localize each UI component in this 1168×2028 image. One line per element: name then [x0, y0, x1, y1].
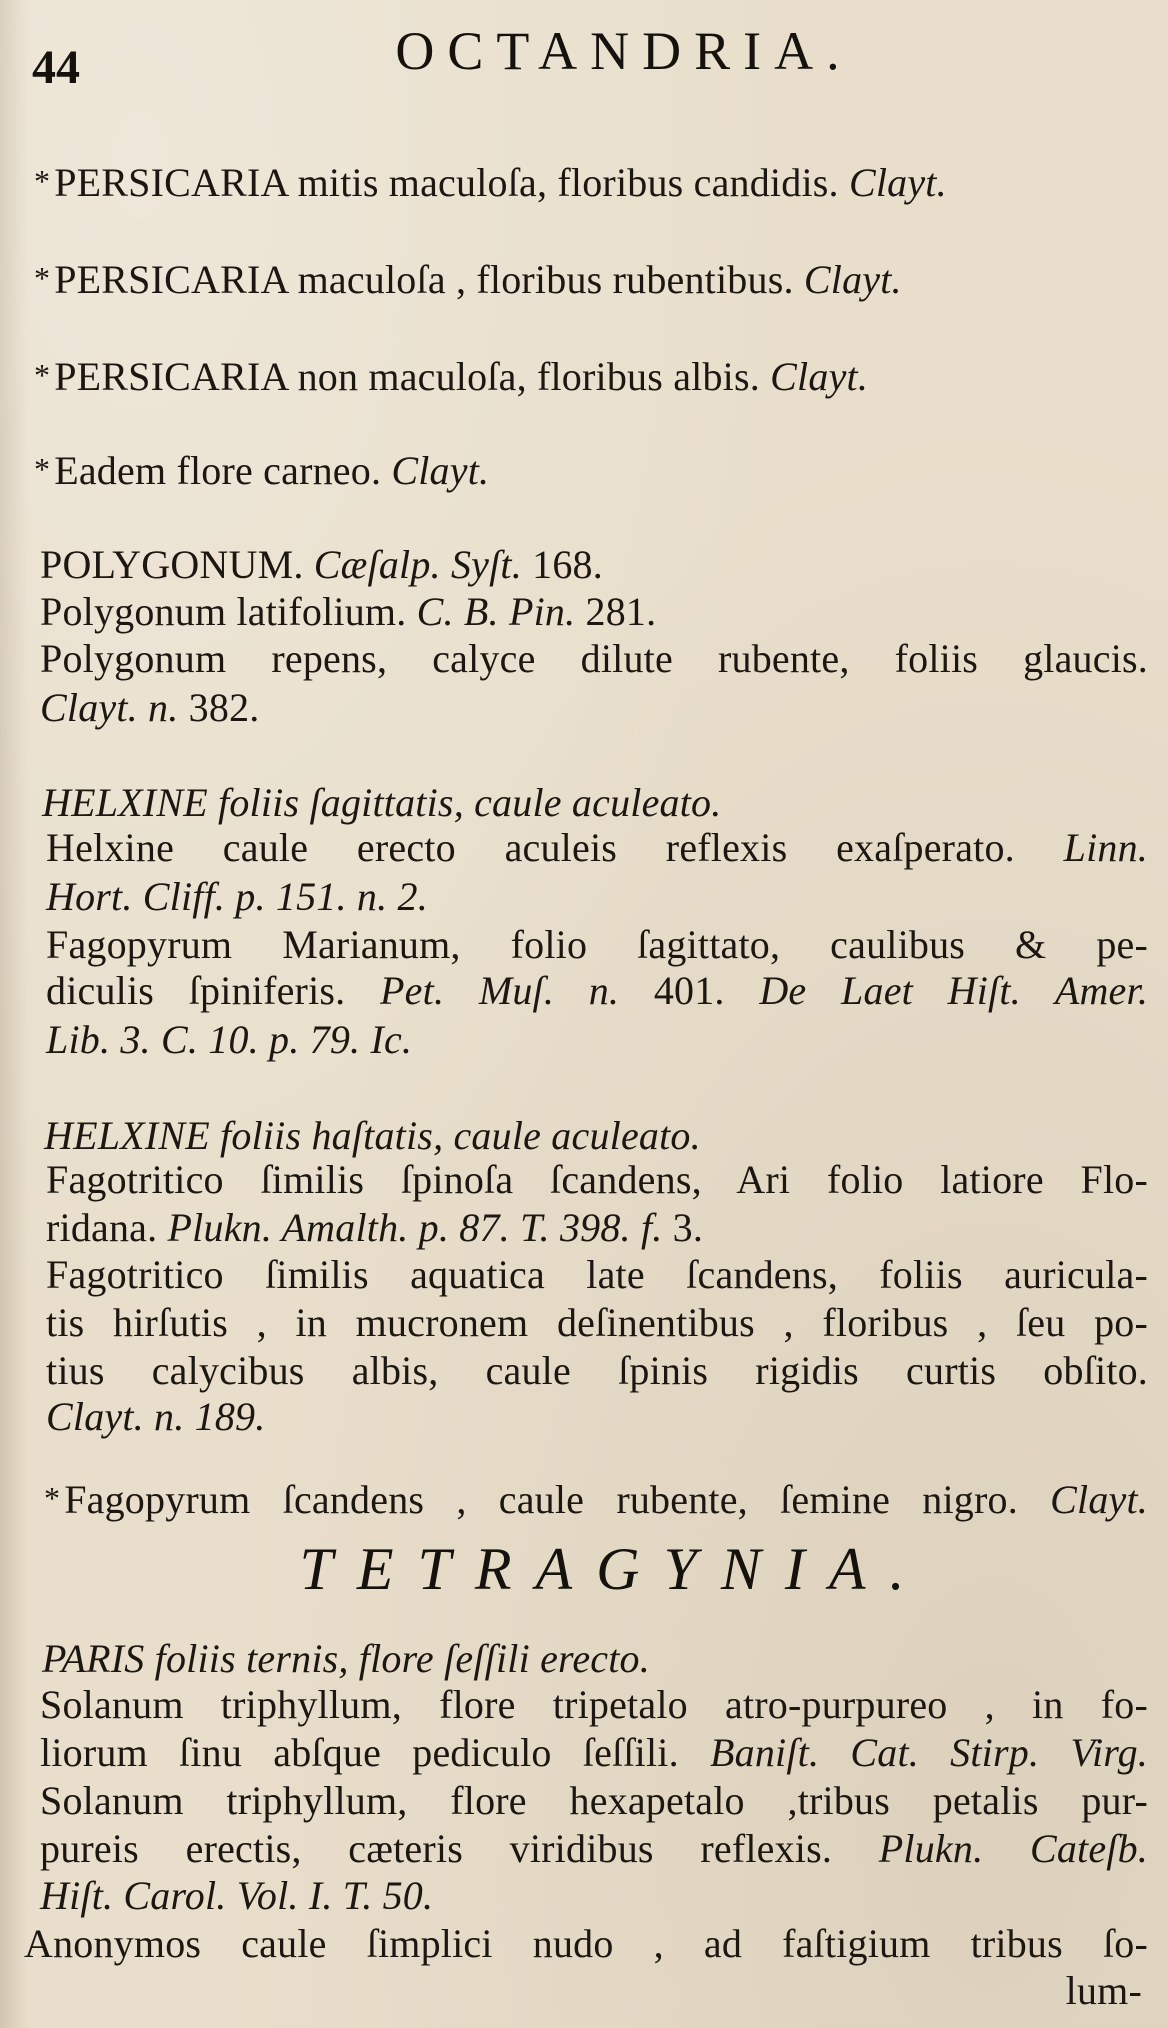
paris-line-4	[40, 1826, 1148, 1872]
synonym-text: Fagotritico ſimilis aquatica late ſcandens, foliis auricula-	[46, 1252, 1148, 1297]
synonym-text: Polygonum repens, calyce dilute rubente, foliis glaucis.	[40, 636, 1148, 681]
synonym-text: Fagotritico ſimilis ſpinoſa ſcandens, Ari folio latiore Flo-	[46, 1157, 1148, 1202]
synonym-text: ridana.	[46, 1205, 158, 1250]
citation-number: 401.	[653, 968, 725, 1013]
citation-number: 3.	[672, 1205, 704, 1250]
helxine-sagittatis-line-1	[46, 825, 1148, 871]
synonym-text: tius calycibus albis, caule ſpinis rigidis curtis obſito.	[46, 1348, 1148, 1393]
synonym-text: diculis ſpiniferis.	[46, 968, 346, 1013]
entry-text: Eadem flore carneo.	[54, 448, 382, 493]
helxine-hastatis-line-1	[46, 1157, 1148, 1203]
entry-persicaria-non-maculosa	[34, 352, 868, 400]
paris-heading: PARIS foliis ternis, flore ſeſſili erecto.	[42, 1636, 650, 1681]
polygonum-line-4	[40, 685, 259, 731]
citation: Clayt. n.	[40, 685, 179, 730]
citation: Plukn. Amalth. p. 87. T. 398. f.	[167, 1205, 663, 1250]
helxine-hastatis-line-4	[46, 1300, 1148, 1346]
citation: De Laet Hiſt. Amer.	[759, 968, 1149, 1013]
entry-source: Clayt.	[848, 160, 947, 205]
citation-number: 382.	[188, 685, 260, 730]
helxine-hastatis-line-2	[46, 1205, 703, 1251]
synonym-text: Fagopyrum Marianum, folio ſagittato, caulibus & pe-	[46, 922, 1148, 967]
helxine-sagittatis-line-4	[46, 968, 1148, 1014]
helxine-hastatis-line-3	[46, 1252, 1148, 1298]
entry-text: Fagopyrum ſcandens , caule rubente, ſemine nigro.	[64, 1477, 1018, 1522]
entry-source: Clayt.	[391, 448, 490, 493]
citation-number: 168.	[532, 542, 603, 587]
section-heading: TETRAGYNIA.	[299, 1536, 929, 1602]
citation: Plukn. Cateſb.	[878, 1826, 1148, 1871]
paris-line-1	[40, 1682, 1148, 1728]
entry-persicaria-mitis	[34, 158, 947, 206]
citation: Cæſalp. Syſt.	[313, 542, 522, 587]
synonym-text: liorum ſinu abſque pediculo ſeſſili.	[40, 1730, 679, 1775]
synonym-text: Helxine caule erecto aculeis reflexis exaſperato.	[46, 825, 1015, 870]
citation-number: 281.	[585, 589, 657, 634]
paris-line-3	[40, 1778, 1148, 1824]
running-head: OCTANDRIA.	[395, 21, 853, 81]
entry-persicaria-maculosa	[34, 255, 902, 303]
citation: Baniſt. Cat. Stirp. Virg.	[710, 1730, 1148, 1775]
synonym-text: pureis erectis, cæteris viridibus reflexis.	[40, 1826, 833, 1871]
helxine-hastatis-line-6: Clayt. n. 189.	[46, 1394, 266, 1439]
entry-source: Clayt.	[803, 257, 902, 302]
polygonum-line-3	[40, 636, 1148, 682]
helxine-sagittatis-line-3	[46, 922, 1148, 968]
asterisk-marker: *	[34, 163, 51, 199]
entry-fagopyrum-scandens	[44, 1475, 1148, 1523]
page-number: 44	[32, 41, 80, 94]
paris-line-5: Hiſt. Carol. Vol. I. T. 50.	[40, 1873, 434, 1918]
polygonum-line-1	[40, 542, 603, 588]
asterisk-marker: *	[34, 451, 51, 487]
entry-source: Clayt.	[770, 354, 869, 399]
helxine-sagittatis-heading: HELXINE foliis ſagittatis, caule aculeato.	[42, 780, 722, 825]
synonym-text: tis hirſutis , in mucronem deſinentibus , floribus , ſeu po-	[46, 1300, 1148, 1345]
citation: Linn.	[1063, 825, 1148, 870]
helxine-hastatis-line-5	[46, 1348, 1148, 1394]
paris-line-6	[24, 1921, 1148, 1967]
synonym-text: Solanum triphyllum, flore tripetalo atro-purpureo , in fo-	[40, 1682, 1148, 1727]
synonym-text: Anonymos caule ſimplici nudo , ad faſtigium tribus ſo-	[24, 1921, 1148, 1966]
asterisk-marker: *	[44, 1480, 61, 1516]
entry-source: Clayt.	[1050, 1477, 1149, 1522]
entry-text: PERSICARIA mitis maculoſa, floribus candidis.	[54, 160, 839, 205]
helxine-sagittatis-line-5: Lib. 3. C. 10. p. 79. Ic.	[46, 1017, 413, 1062]
citation: C. B. Pin.	[416, 589, 576, 634]
citation: Pet. Muſ. n.	[380, 968, 620, 1013]
helxine-hastatis-heading: HELXINE foliis haſtatis, caule aculeato.	[44, 1113, 701, 1158]
entry-text: PERSICARIA non maculoſa, floribus albis.	[54, 354, 760, 399]
paris-line-2	[40, 1730, 1148, 1776]
asterisk-marker: *	[34, 357, 51, 393]
asterisk-marker: *	[34, 260, 51, 296]
entry-text: PERSICARIA maculoſa , floribus rubentibus.	[54, 257, 794, 302]
helxine-sagittatis-line-2: Hort. Cliff. p. 151. n. 2.	[46, 874, 428, 919]
synonym-text: Solanum triphyllum, flore hexapetalo ,tribus petalis pur-	[40, 1778, 1148, 1823]
catchword: lum-	[1065, 1968, 1142, 2013]
entry-eadem-flore-carneo	[34, 446, 489, 494]
polygonum-line-2	[40, 589, 656, 635]
synonym-text: Polygonum latifolium.	[40, 589, 407, 634]
genus-name: POLYGONUM.	[40, 542, 304, 587]
